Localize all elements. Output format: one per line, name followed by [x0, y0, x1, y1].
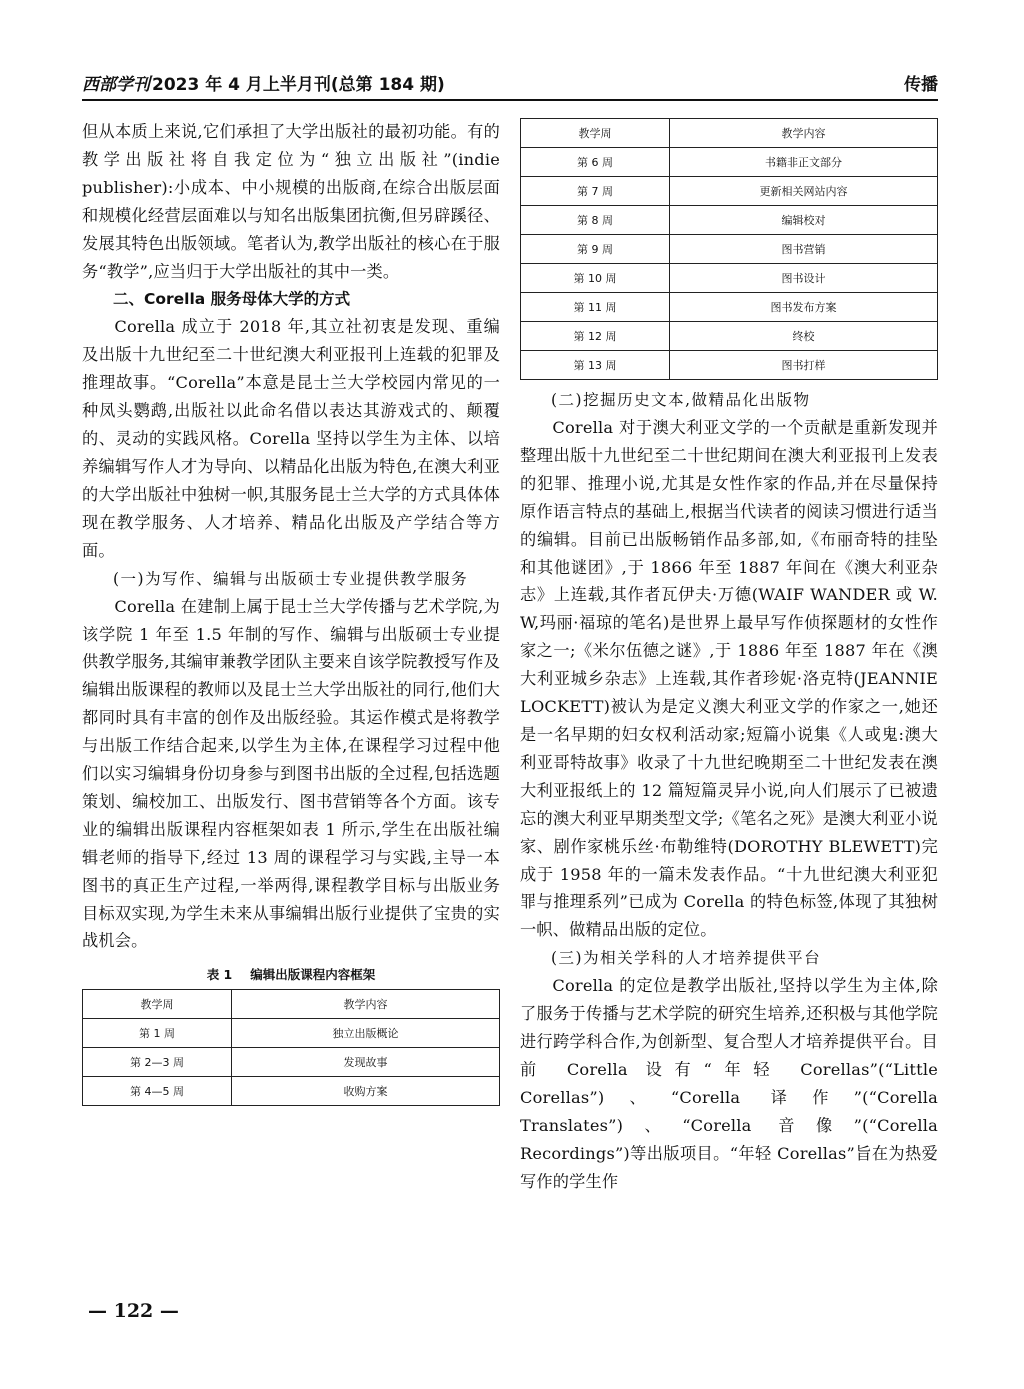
table-cell: 书籍非正文部分	[670, 148, 938, 177]
table-row	[521, 206, 938, 235]
table-caption-title: 编辑出版课程内容框架	[250, 967, 376, 983]
table-cell: 终校	[670, 322, 938, 351]
table-cell: 图书设计	[670, 264, 938, 293]
table-header-cell: 教学内容	[670, 119, 938, 148]
table-cell: 发现故事	[232, 1048, 500, 1077]
table-cell: 图书打样	[670, 351, 938, 380]
table-cell: 第 1 周	[83, 1019, 232, 1048]
paragraph: Corella 在建制上属于昆士兰大学传播与艺术学院,为该学院 1 年至 1.5 年制的写作、编辑与出版硕士专业提供教学服务,其编审兼教学团队主要来自该学院教授写作及编辑出版课程的教师以及昆士兰大学出版社的同行,他们大都同时具有丰富的创作及出版经验。其运作模式是将教学与出版工作结合起来,以学生为主体,在课程学习过程中他们以实习编辑身份切身参与到图书出版的全过程,包括选题策划、编校加工、出版发行、图书营销等各个方面。该专业的编辑出版课程内容框架如表 1 所示,学生在出版社编辑老师的指导下,经过 13 周的课程学习与实践,主导一本图书的真正生产过程,一举两得,课程教学目标与出版业务目标双实现,为学生未来从事编辑出版行业提供了宝贵的实战机会。	[82, 596, 500, 951]
header-rule	[82, 99, 938, 101]
table-cell: 图书营销	[670, 235, 938, 264]
table-row	[521, 148, 938, 177]
table-header-row	[83, 990, 500, 1019]
table-cell: 第 4—5 周	[83, 1077, 232, 1106]
table-cell: 收购方案	[232, 1077, 500, 1106]
running-header	[82, 66, 938, 100]
right-column	[520, 118, 938, 1195]
paragraph: Corella 成立于 2018 年,其立社初衷是发现、重编及出版十九世纪至二十世纪澳大利亚报刊上连载的犯罪及推理故事。“Corella”本意是昆士兰大学校园内常见的一种凤头鹦鹉,出版社以此命名借以表达其游戏式的、颠覆的、灵动的实践风格。Corella 坚持以学生为主体、以培养编辑写作人才为导向、以精品化出版为特色,在澳大利亚的大学出版社中独树一帜,其服务昆士兰大学的方式具体体现在教学服务、人才培养、精品化出版及产学结合等方面。	[82, 317, 500, 560]
table-header-cell: 教学周	[521, 119, 670, 148]
section-heading: 二、Corella 服务母体大学的方式	[113, 290, 351, 309]
table-cell: 第 10 周	[521, 264, 670, 293]
table-cell: 第 6 周	[521, 148, 670, 177]
paragraph: Corella 对于澳大利亚文学的一个贡献是重新发现并整理出版十九世纪至二十世纪期间在澳大利亚报刊上发表的犯罪、推理小说,尤其是女性作家的作品,并在尽量保持原作语言特点的基础上,根据当代读者的阅读习惯进行适当的编辑。目前已出版畅销作品多部,如,《布丽奇特的挂坠和其他谜团》,于 1866 年至 1887 年间在《澳大利亚杂志》上连载,其作者瓦伊夫·万德(WAIF WANDER 或 W. W,玛丽·福琼的笔名)是世界上最早写作侦探题材的女性作家之一;《米尔伍德之谜》,于 1886 年至 1887 年在《澳大利亚城乡杂志》上连载,其作者珍妮·洛克特(JEANNIE LOCKETT)被认为是定义澳大利亚文学的作家之一,她还是一名早期的妇女权利活动家;短篇小说集《人或鬼:澳大利亚哥特故事》收录了十九世纪晚期至二十世纪发表在澳大利亚报纸上的 12 篇短篇灵异小说,向人们展示了已被遗忘的澳大利亚早期类型文学;《笔名之死》是澳大利亚小说家、剧作家桃乐丝·布勒维特(DOROTHY BLEWETT)完成于 1958 年的一篇未发表作品。“十九世纪澳大利亚犯罪与推理系列”已成为 Corella 的特色标签,体现了其独树一帜、做精品出版的定位。	[520, 418, 938, 940]
table-row	[83, 1048, 500, 1077]
table-cell: 图书发布方案	[670, 293, 938, 322]
table-row	[83, 1077, 500, 1106]
subsection-heading: (二)挖掘历史文本,做精品化出版物	[551, 391, 811, 409]
table-row	[521, 322, 938, 351]
table-row	[521, 235, 938, 264]
table-cell: 独立出版概论	[232, 1019, 500, 1048]
table-caption-number: 表 1	[206, 967, 233, 983]
table-cell: 更新相关网站内容	[670, 177, 938, 206]
journal-logo: 西部学刊	[82, 75, 150, 95]
left-column	[82, 118, 500, 1106]
header-left	[82, 70, 445, 95]
syllabus-table-part1	[82, 989, 500, 1106]
paragraph: Corella 的定位是教学出版社,坚持以学生为主体,除了服务于传播与艺术学院的研究生培养,还积极与其他学院进行跨学科合作,为创新型、复合型人才培养提供平台。目前 Corella 设有“年轻 Corellas”(“Little Corellas”)、“Corella 译作”(“Corella Translates”)、“Corella 音像”(“Corella Recordings”)等出版项目。“年轻 Corellas”旨在为热爱写作的学生作	[520, 976, 938, 1191]
table-row	[521, 351, 938, 380]
table-cell: 编辑校对	[670, 206, 938, 235]
table-cell: 第 9 周	[521, 235, 670, 264]
table-header-cell: 教学内容	[232, 990, 500, 1019]
table-cell: 第 12 周	[521, 322, 670, 351]
table-caption	[82, 965, 500, 983]
table-row	[83, 1019, 500, 1048]
table-row	[521, 293, 938, 322]
table-cell: 第 8 周	[521, 206, 670, 235]
table-header-row	[521, 119, 938, 148]
page-number: — 122 —	[88, 1300, 179, 1322]
subsection-heading: (一)为写作、编辑与出版硕士专业提供教学服务	[113, 569, 469, 588]
table-cell: 第 7 周	[521, 177, 670, 206]
syllabus-table-part2	[520, 118, 938, 380]
section-name: 传播	[904, 75, 938, 95]
table-row	[521, 177, 938, 206]
subsection-heading: (三)为相关学科的人才培养提供平台	[551, 949, 822, 968]
issue-info: 2023 年 4 月上半月刊(总第 184 期)	[152, 75, 445, 95]
table-row	[521, 264, 938, 293]
table-cell: 第 13 周	[521, 351, 670, 380]
table-header-cell: 教学周	[83, 990, 232, 1019]
table-cell: 第 11 周	[521, 293, 670, 322]
table-cell: 第 2—3 周	[83, 1048, 232, 1077]
paragraph: 但从本质上来说,它们承担了大学出版社的最初功能。有的教学出版社将自我定位为“独立出版社”(indie publisher):小成本、中小规模的出版商,在综合出版层面和规模化经营层面难以与知名出版集团抗衡,但另辟蹊径、发展其特色出版领域。笔者认为,教学出版社的核心在于服务“教学”,应当归于大学出版社的其中一类。	[82, 122, 500, 281]
